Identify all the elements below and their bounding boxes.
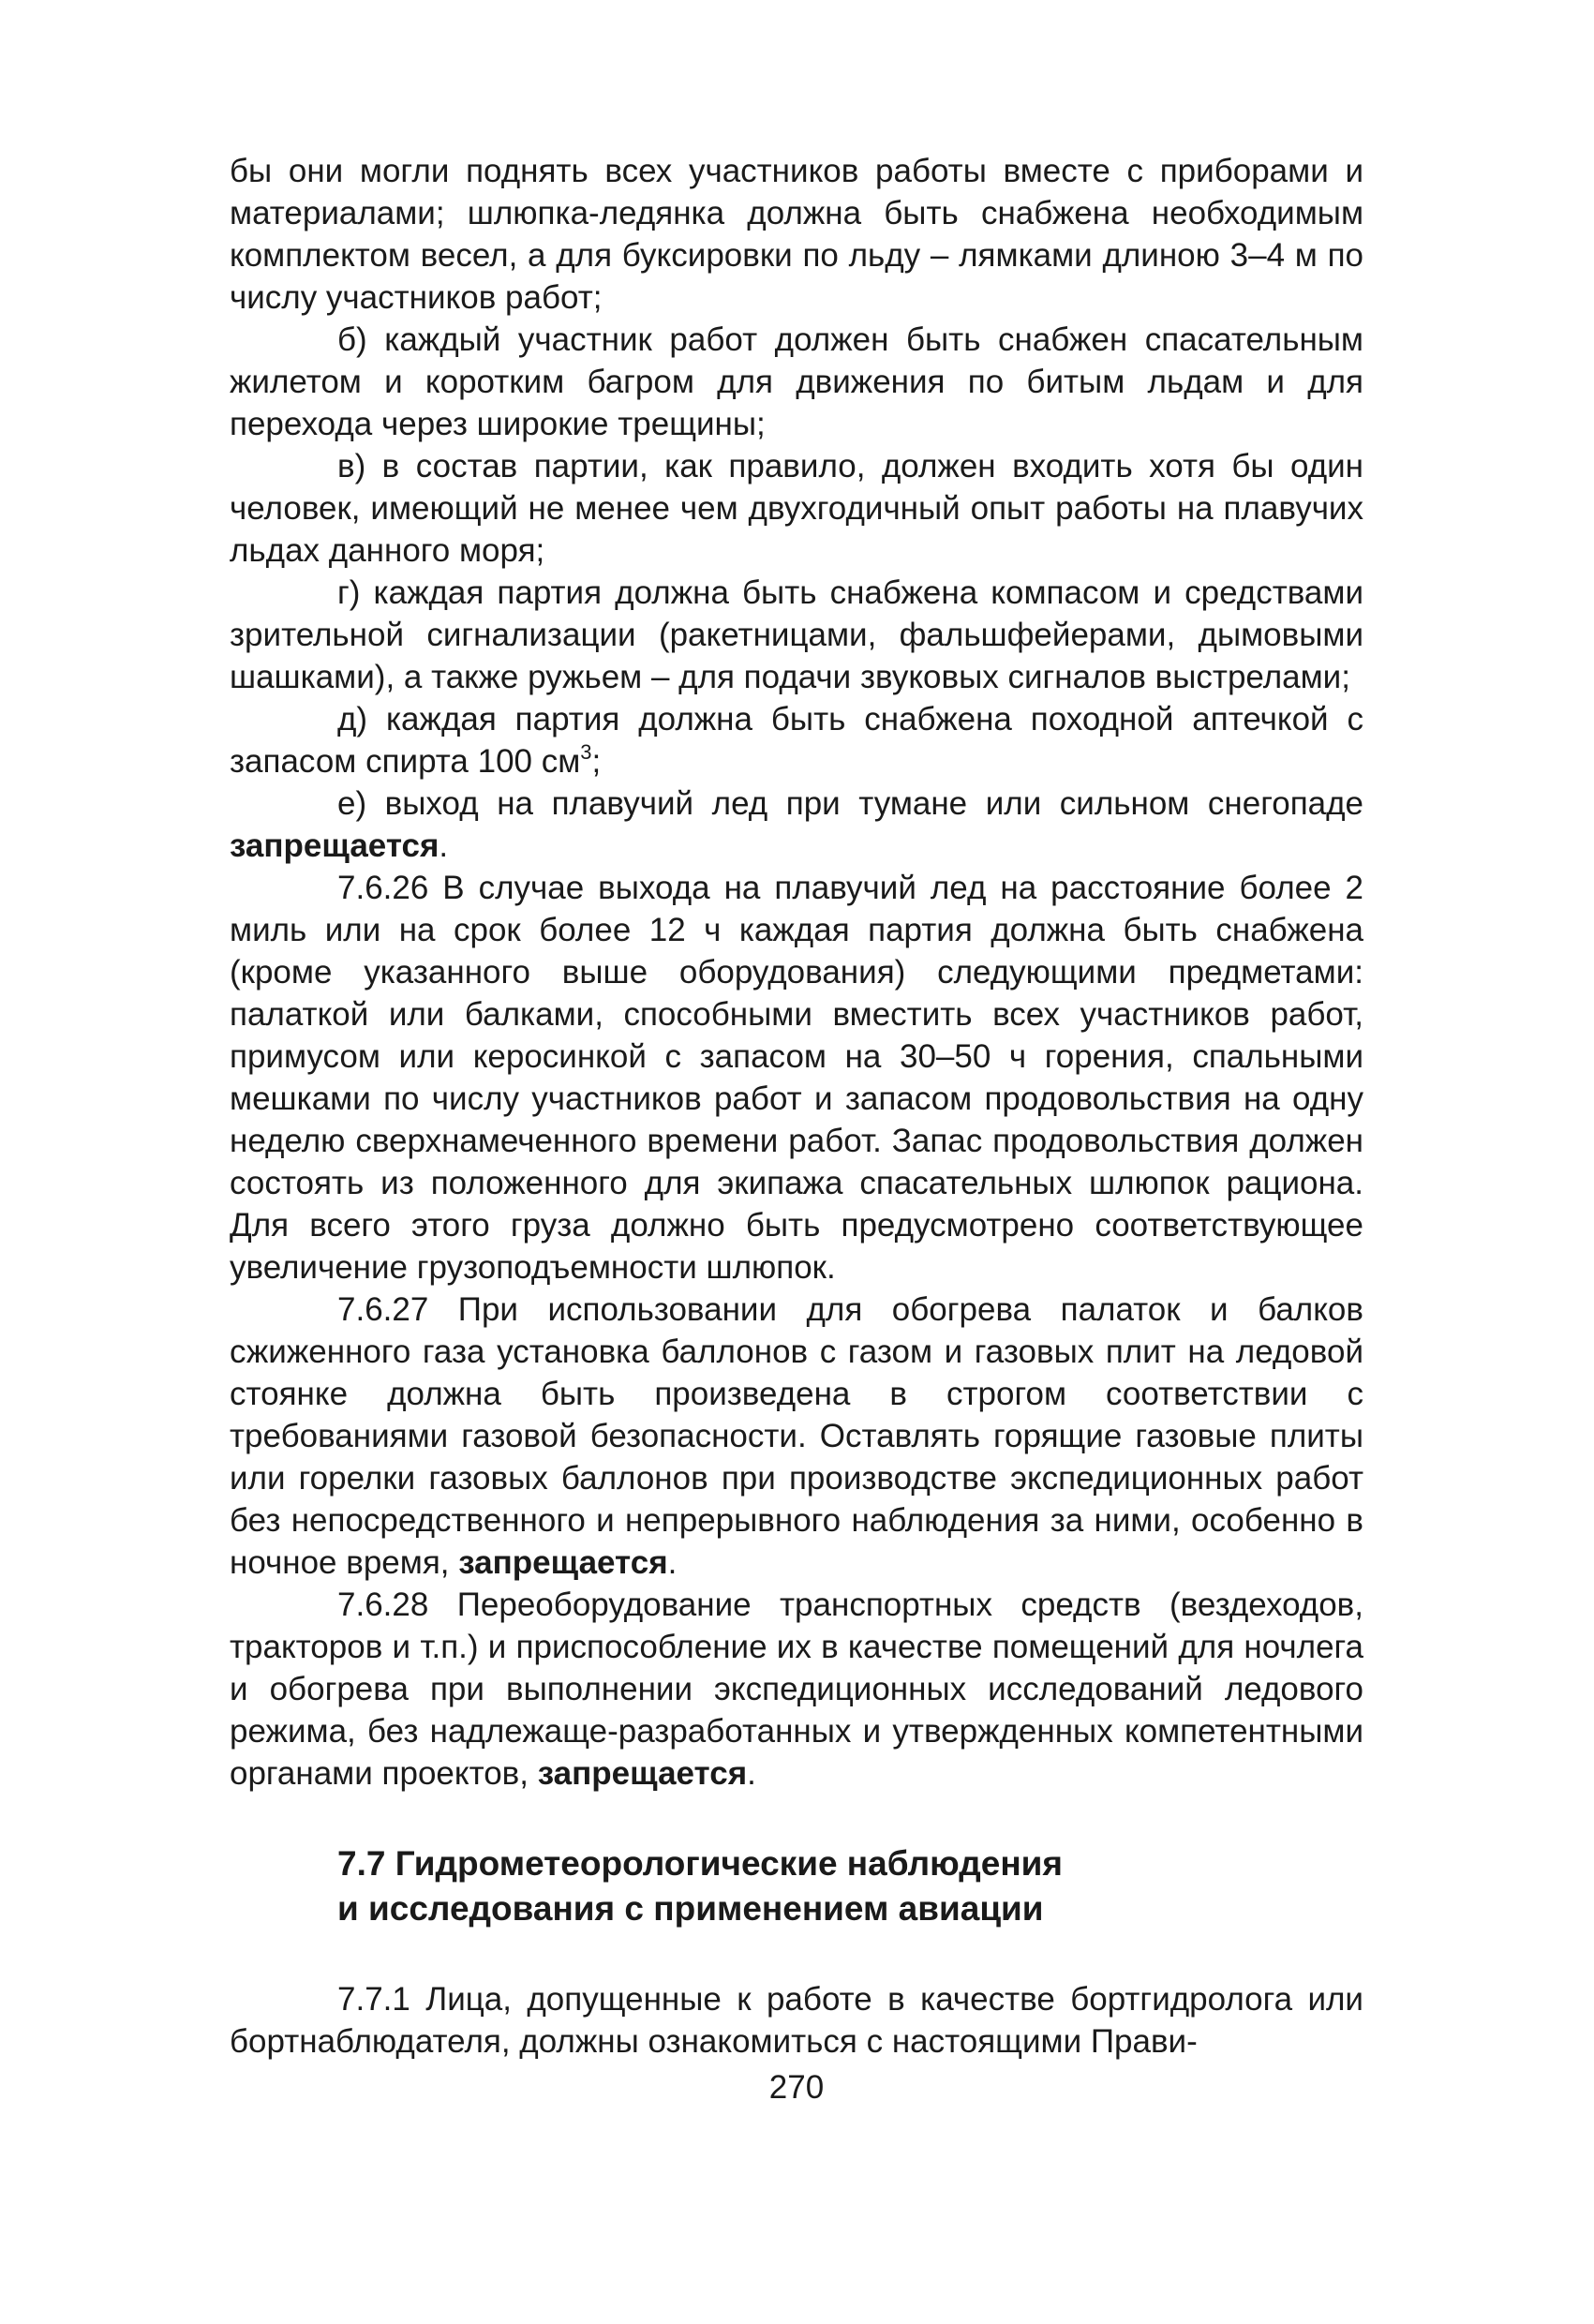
paragraph-item-d: [230, 698, 1363, 782]
paragraph-7-6-28-text: 7.6.28 Переоборудование транспортных средств (вездеходов, тракторов и т.п.) и приспособление их в качестве помещений для ночлега и обогрева при выполнении экспедиционных исследований ледового режима, без надлежаще-разработанных и утвержденных компетентными органами проектов,: [230, 1587, 1363, 1792]
paragraph-7-7-1: 7.7.1 Лица, допущенные к работе в качестве бортгидролога или бортнаблюдателя, должны ознакомиться с настоящими Прави-: [230, 1981, 1363, 2060]
paragraph-item-d-text: д) каждая партия должна быть снабжена походной аптечкой с запасом спирта 100 см: [230, 701, 1363, 780]
paragraph-item-g: г) каждая партия должна быть снабжена компасом и средствами зрительной сигнализации (ракетницами, фальшфейерами, дымовыми шашками), а также ружьем – для подачи звуковых сигналов выстрелами;: [230, 574, 1363, 695]
prohibited-emphasis: запрещается: [230, 827, 439, 864]
page-number: 270: [768, 2069, 825, 2106]
paragraph-item-d-end: ;: [591, 743, 602, 780]
prohibited-emphasis: запрещается: [458, 1544, 668, 1581]
paragraph-7-6-27-end: .: [667, 1544, 678, 1581]
superscript-cube: 3: [580, 740, 592, 764]
paragraph-7-6-27: [230, 1289, 1363, 1584]
paragraph-item-b: б) каждый участник работ должен быть снабжен спасательным жилетом и коротким багром для движения по битым льдам и для перехода через широкие трещины;: [230, 321, 1363, 442]
paragraph-item-e: [230, 782, 1363, 867]
section-heading-line-1: 7.7 Гидрометеорологические наблюдения: [337, 1844, 1064, 1883]
paragraph-item-e-end: .: [439, 827, 449, 864]
section-heading-7-7: [230, 1841, 1363, 1931]
paragraph-7-6-27-text: 7.6.27 При использовании для обогрева палаток и балков сжиженного газа установка баллонов с газом и газовых плит на ледовой стоянке должна быть произведена в строгом соответствии с требованиями газовой безопасности. Оставлять горящие газовые плиты или горелки газовых баллонов при производстве экспедиционных работ без непосредственного и непрерывного наблюдения за ними, особенно в ночное время,: [230, 1291, 1363, 1581]
paragraph-continuation: бы они могли поднять всех участников работы вместе с приборами и материалами; шлюпка-ледянка должна быть снабжена необходимым комплектом весел, а для буксировки по льду – лямками длиною 3–4 м по числу участников работ;: [230, 153, 1363, 316]
prohibited-emphasis: запрещается: [537, 1755, 748, 1792]
section-heading-line-2: и исследования с применением авиации: [337, 1889, 1044, 1928]
paragraph-7-6-28: [230, 1584, 1363, 1795]
page-body: [230, 150, 1363, 2108]
paragraph-item-e-text: е) выход на плавучий лед при тумане или сильном снегопаде: [337, 785, 1363, 822]
paragraph-7-6-28-end: .: [747, 1755, 756, 1792]
paragraph-7-6-26: 7.6.26 В случае выхода на плавучий лед на расстояние более 2 миль или на срок более 12 ч каждая партия должна быть снабжена (кроме указанного выше оборудования) следующими предметами: палаткой или балками, способными вместить всех участников работ, примусом или керосинкой с запасом на 30–50 ч горения, спальными мешками по числу участников работ и запасом продовольствия на одну неделю сверхнамеченного времени работ. Запас продовольствия должен состоять из положенного для экипажа спасательных шлюпок рациона. Для всего этого груза должно быть предусмотрено соответствующее увеличение грузоподъемности шлюпок.: [230, 870, 1363, 1286]
paragraph-item-v: в) в состав партии, как правило, должен входить хотя бы один человек, имеющий не менее чем двухгодичный опыт работы на плавучих льдах данного моря;: [230, 448, 1363, 569]
